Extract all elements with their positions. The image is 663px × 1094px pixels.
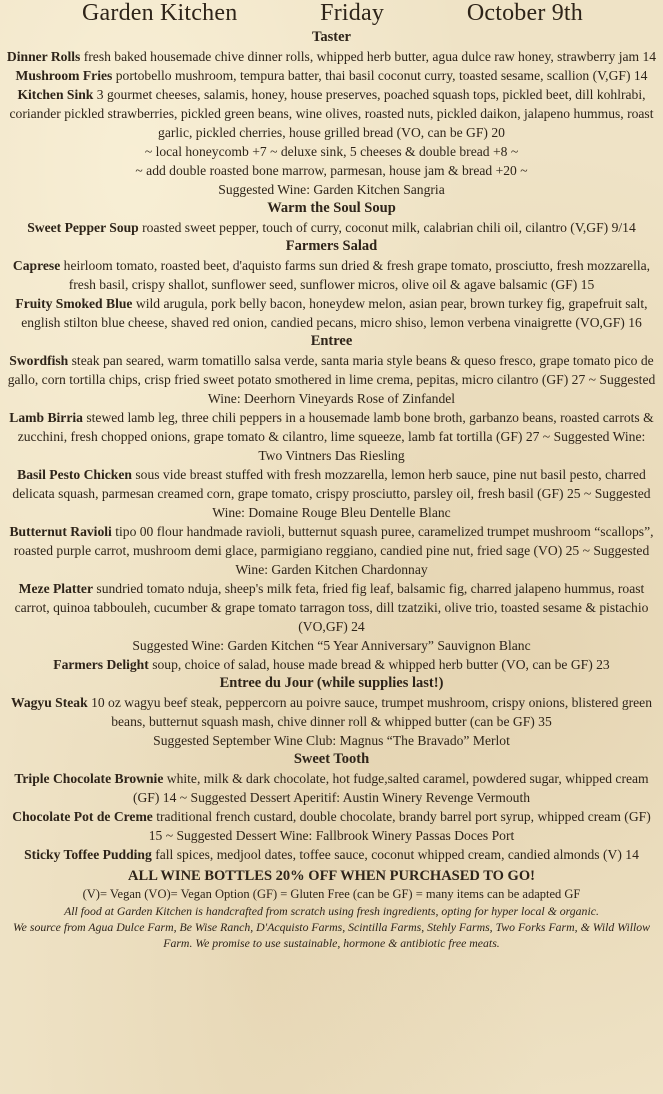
item-description: heirloom tomato, roasted beet, d'aquisto farms sun dried & fresh grape tomato, prosciutto, fresh mozzarella, fresh basil, crispy shallot, sunflower seed, sunflower micros, olive oil & agave balsamic (GF) 15	[63, 258, 651, 292]
item-description: white, milk & dark chocolate, hot fudge,salted caramel, powdered sugar, whipped cream (GF) 14 ~ Suggested Dessert Aperitif: Austin Winery Revenge Vermouth	[132, 771, 649, 805]
menu-item-butternut-ravioli	[6, 522, 657, 579]
item-name: Wagyu Steak	[10, 695, 88, 710]
wine-to-go-banner: ALL WINE BOTTLES 20% OFF WHEN PURCHASED TO GO!	[128, 868, 535, 884]
section-title-du-jour: Entree du Jour (while supplies last!)	[219, 675, 444, 691]
item-name: Farmers Delight	[53, 657, 149, 672]
menu-item-lamb-birria	[6, 408, 657, 465]
menu-item-dinner-rolls	[6, 47, 657, 66]
farms-note: We source from Agua Dulce Farm, Be Wise Ranch, D'Acquisto Farms, Scintilla Farms, Stehly Farms, Two Forks Farm, & Wild Willow Farm. We promise to use sustainable, hormone & antibiotic free meats.	[12, 920, 651, 950]
sourcing-note: All food at Garden Kitchen is handcrafted from scratch using fresh ingredients, opting for hyper local & organic.	[64, 904, 599, 918]
item-description: wild arugula, pork belly bacon, honeydew melon, asian pear, brown turkey fig, grapefruit salt, english stilton blue cheese, shaved red onion, candied pecans, micro shiso, lemon verbena vinaigrette (VO,GF) 16	[21, 296, 648, 330]
menu-item-sweet-pepper-soup	[6, 218, 657, 237]
item-name: Mushroom Fries	[15, 68, 113, 83]
section-title-soup: Warm the Soul Soup	[267, 200, 396, 216]
item-name: Sticky Toffee Pudding	[24, 847, 152, 862]
item-description: fall spices, medjool dates, toffee sauce, coconut whipped cream, candied almonds (V) 14	[155, 847, 639, 862]
item-name: Basil Pesto Chicken	[17, 467, 132, 482]
menu-item-basil-pesto-chicken	[6, 465, 657, 522]
item-name: Lamb Birria	[9, 410, 83, 425]
item-name: Chocolate Pot de Creme	[12, 809, 153, 824]
item-description: fresh baked housemade chive dinner rolls, whipped herb butter, agua dulce raw honey, strawberry jam 14	[83, 49, 657, 64]
item-name: Swordfish	[9, 353, 69, 368]
item-description: 10 oz wagyu beef steak, peppercorn au poivre sauce, trumpet mushroom, crispy onions, blistered green beans, butternut squash mash, chive dinner roll & whipped butter (can be GF) 35	[91, 695, 653, 729]
item-description: portobello mushroom, tempura batter, thai basil coconut curry, toasted sesame, scallion (V,GF) 14	[115, 68, 648, 83]
section-title-sweet-tooth: Sweet Tooth	[293, 751, 370, 767]
suggested-wine: Suggested Wine: Garden Kitchen “5 Year Anniversary” Sauvignon Blanc	[132, 638, 531, 653]
suggested-wine: Suggested September Wine Club: Magnus “The Bravado” Merlot	[153, 733, 510, 748]
restaurant-name: Garden Kitchen	[82, 0, 238, 26]
item-description: sundried tomato nduja, sheep's milk feta, fried fig leaf, balsamic fig, charred jalapeno hummus, roast carrot, quinoa tabbouleh, cucumber & grape tomato tarragon toss, dill tzatziki, olive trio, toasted sesame & pistachio (VO,GF) 24	[14, 581, 649, 634]
item-description: 3 gourmet cheeses, salamis, honey, house preserves, poached squash tops, pickled beet, dill kohlrabi, coriander pickled strawberries, pickled green beans, wine olives, roasted nuts, pickled daikon, jalapeno hummus, roast garlic, pickled cherries, house grilled bread (VO, can be GF) 20	[9, 87, 654, 140]
item-name: Caprese	[12, 258, 61, 273]
item-description: sous vide breast stuffed with fresh mozzarella, lemon herb sauce, pine nut basil pesto, charred delicata squash, parmesan creamed corn, grape tomato, crispy prosciutto, parsley oil, fresh basil (GF) 25 ~ Suggested Wine: Domaine Rouge Bleu Dentelle Blanc	[12, 467, 651, 520]
menu-item-swordfish	[6, 351, 657, 408]
addon-line: ~ add double roasted bone marrow, parmesan, house jam & bread +20 ~	[135, 163, 528, 178]
menu-item-caprese	[6, 256, 657, 294]
addon-line: ~ local honeycomb +7 ~ deluxe sink, 5 cheeses & double bread +8 ~	[144, 144, 519, 159]
section-title-salad: Farmers Salad	[285, 238, 378, 254]
menu-item-triple-chocolate-brownie	[6, 769, 657, 807]
dietary-legend: (V)= Vegan (VO)= Vegan Option (GF) = Gluten Free (can be GF) = many items can be adapted GF	[82, 887, 581, 901]
menu-item-chocolate-pot-de-creme	[6, 807, 657, 845]
section-title-taster: Taster	[312, 29, 351, 45]
item-description: traditional french custard, double chocolate, brandy barrel port syrup, whipped cream (GF) 15 ~ Suggested Dessert Wine: Fallbrook Winery Passas Doces Port	[148, 809, 651, 843]
item-name: Fruity Smoked Blue	[15, 296, 133, 311]
menu-day: Friday	[320, 0, 385, 26]
section-title-entree: Entree	[310, 333, 353, 349]
item-description: soup, choice of salad, house made bread & whipped herb butter (VO, can be GF) 23	[152, 657, 610, 672]
item-name: Triple Chocolate Brownie	[14, 771, 164, 786]
item-description: tipo 00 flour handmade ravioli, butternut squash puree, caramelized trumpet mushroom “scallops”, roasted purple carrot, mushroom demi glace, parmigiano reggiano, candied pine nut, fried sage (VO) 25 ~ Suggested Wine: Garden Kitchen Chardonnay	[13, 524, 654, 577]
menu-item-sticky-toffee-pudding	[6, 845, 657, 864]
item-name: Sweet Pepper Soup	[27, 220, 139, 235]
menu-item-wagyu-steak	[6, 693, 657, 731]
item-description: steak pan seared, warm tomatillo salsa verde, santa maria style beans & queso fresco, grape tomato pico de gallo, corn tortilla chips, crisp fried sweet potato smothered in lime crema, pepitas, micro cilantro (GF) 27 ~ Suggested Wine: Deerhorn Vineyards Rose of Zinfandel	[7, 353, 656, 406]
suggested-wine: Suggested Wine: Garden Kitchen Sangria	[218, 182, 445, 197]
item-name: Dinner Rolls	[6, 49, 81, 64]
item-description: stewed lamb leg, three chili peppers in a housemade lamb bone broth, garbanzo beans, roasted carrots & zucchini, fresh chopped onions, grape tomato & cilantro, lime squeeze, lamb fat tortilla (GF) 27 ~ Suggested Wine: Two Vintners Das Riesling	[17, 410, 654, 463]
menu-date: October 9th	[466, 0, 583, 26]
item-description: roasted sweet pepper, touch of curry, coconut milk, calabrian chili oil, cilantro (V,GF) 9/14	[142, 220, 636, 235]
menu-item-mushroom-fries	[6, 66, 657, 85]
item-name: Meze Platter	[18, 581, 93, 596]
menu-item-kitchen-sink	[6, 85, 657, 142]
menu-item-fruity-smoked-blue	[6, 294, 657, 332]
menu-header	[6, 0, 657, 28]
item-name: Kitchen Sink	[17, 87, 94, 102]
menu-item-farmers-delight	[6, 655, 657, 674]
item-name: Butternut Ravioli	[9, 524, 112, 539]
menu-item-meze-platter	[6, 579, 657, 636]
